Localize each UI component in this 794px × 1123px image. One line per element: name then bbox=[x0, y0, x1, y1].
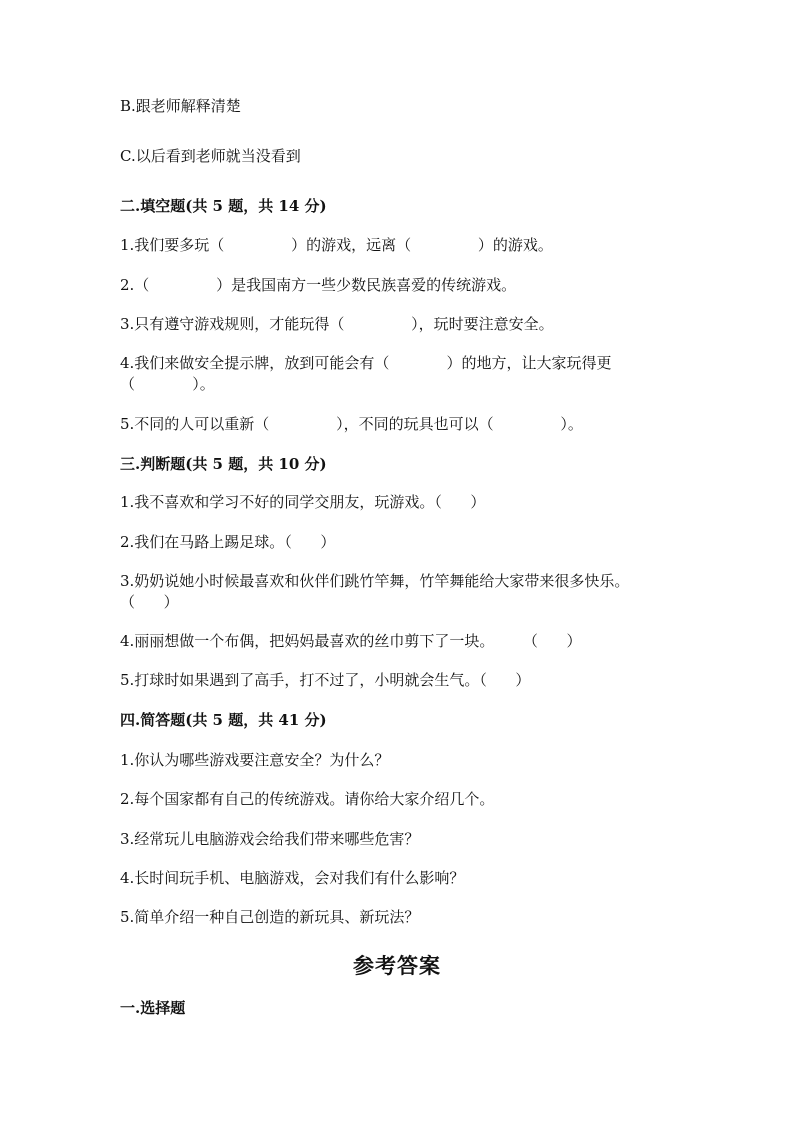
fill-q2: 2.（ ）是我国南方一些少数民族喜爱的传统游戏。 bbox=[120, 276, 517, 294]
judge-q4: 4.丽丽想做一个布偶，把妈妈最喜欢的丝巾剪下了一块。 （ ） bbox=[120, 632, 582, 650]
option-b: B.跟老师解释清楚 bbox=[120, 97, 241, 115]
judge-q1: 1.我不喜欢和学习不好的同学交朋友，玩游戏。（ ） bbox=[120, 493, 486, 511]
fill-q1: 1.我们要多玩（ ）的游戏，远离（ ）的游戏。 bbox=[120, 236, 553, 254]
fill-heading: 二.填空题(共 5 题，共 14 分) bbox=[120, 197, 327, 215]
fill-q5: 5.不同的人可以重新（ ），不同的玩具也可以（ ）。 bbox=[120, 415, 583, 433]
judge-q3-line1: 3.奶奶说她小时候最喜欢和伙伴们跳竹竿舞，竹竿舞能给大家带来很多快乐。 bbox=[120, 572, 630, 590]
short-q4: 4.长时间玩手机、电脑游戏，会对我们有什么影响？ bbox=[120, 869, 465, 887]
fill-q3: 3.只有遵守游戏规则，才能玩得（ ），玩时要注意安全。 bbox=[120, 315, 554, 333]
short-q5: 5.简单介绍一种自己创造的新玩具、新玩法？ bbox=[120, 908, 420, 926]
fill-q4-line2: （ ）。 bbox=[120, 375, 215, 393]
short-heading: 四.简答题(共 5 题，共 41 分) bbox=[120, 711, 327, 729]
judge-q3-line2: （ ） bbox=[120, 593, 179, 611]
fill-q4-line1: 4.我们来做安全提示牌，放到可能会有（ ）的地方，让大家玩得更 bbox=[120, 354, 612, 372]
judge-q5: 5.打球时如果遇到了高手，打不过了，小明就会生气。（ ） bbox=[120, 671, 531, 689]
short-q2: 2.每个国家都有自己的传统游戏。请你给大家介绍几个。 bbox=[120, 790, 495, 808]
answers-title: 参考答案 bbox=[353, 953, 441, 978]
short-q3: 3.经常玩儿电脑游戏会给我们带来哪些危害？ bbox=[120, 830, 420, 848]
judge-q2: 2.我们在马路上踢足球。（ ） bbox=[120, 533, 336, 551]
judge-heading: 三.判断题(共 5 题，共 10 分) bbox=[120, 455, 327, 473]
option-c: C.以后看到老师就当没看到 bbox=[120, 147, 301, 165]
answers-mc-heading: 一.选择题 bbox=[120, 999, 186, 1017]
short-q1: 1.你认为哪些游戏要注意安全？为什么？ bbox=[120, 751, 390, 769]
